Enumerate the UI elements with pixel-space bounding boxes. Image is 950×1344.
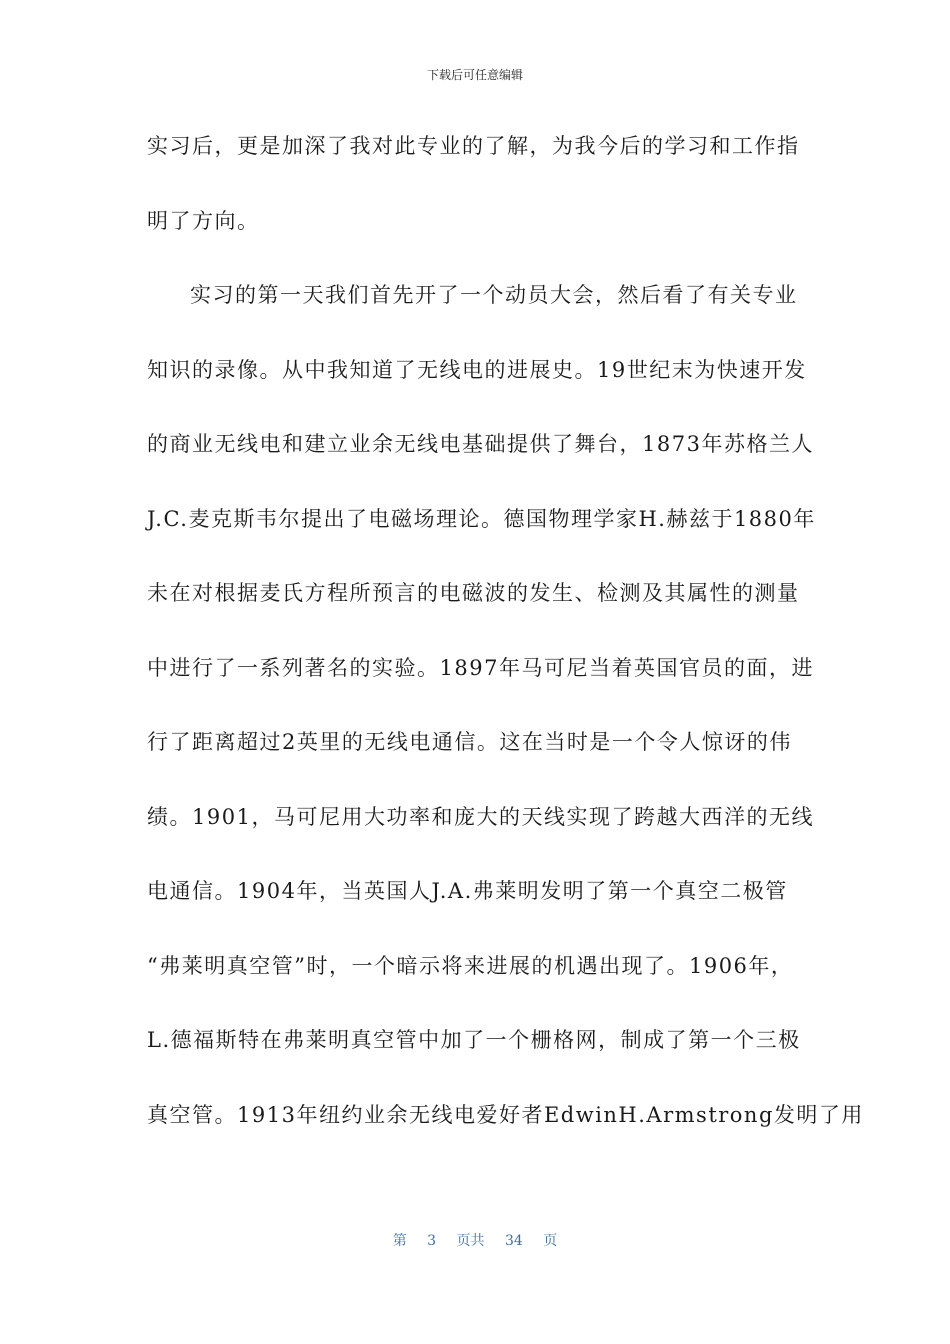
footer-total-pages: 34 [505,1233,523,1249]
body-line-7: 未在对根据麦氏方程所预言的电磁波的发生、检测及其属性的测量 [147,581,800,605]
body-line-13: L.德福斯特在弗莱明真空管中加了一个栅格网，制成了第一个三极 [147,1028,801,1052]
body-line-10: 绩。1901，马可尼用大功率和庞大的天线实现了跨越大西洋的无线 [147,804,814,829]
body-line-3: 实习的第一天我们首先开了一个动员大会，然后看了有关专业 [190,283,798,307]
body-line-12: “弗莱明真空管”时，一个暗示将来进展的机遇出现了。1906年， [147,953,794,978]
body-line-1: 实习后，更是加深了我对此专业的了解，为我今后的学习和工作指 [147,134,800,158]
body-line-2: 明了方向。 [147,208,260,233]
page-header-note: 下载后可任意编辑 [426,68,523,82]
body-line-4: 知识的录像。从中我知道了无线电的进展史。19世纪末为快速开发 [147,357,807,382]
page-footer [0,1230,950,1250]
footer-label-page: 第 [392,1233,407,1249]
body-line-9: 行了距离超过2英里的无线电通信。这在当时是一个令人惊讶的伟 [147,730,792,754]
body-line-11: 电通信。1904年，当英国人J.A.弗莱明发明了第一个真空二极管 [147,879,788,903]
body-line-6: J.C.麦克斯韦尔提出了电磁场理论。德国物理学家H.赫兹于1880年 [147,506,816,531]
document-body [147,128,864,1171]
footer-label-of: 页共 [456,1233,485,1249]
footer-label-end: 页 [543,1233,558,1249]
footer-current-page: 3 [427,1233,437,1249]
body-line-14: 真空管。1913年纽约业余无线电爱好者EdwinH.Armstrong发明了用 [147,1102,864,1127]
body-line-8: 中进行了一系列著名的实验。1897年马可尼当着英国官员的面，进 [147,655,814,680]
body-line-5: 的商业无线电和建立业余无线电基础提供了舞台，1873年苏格兰人 [147,432,814,456]
